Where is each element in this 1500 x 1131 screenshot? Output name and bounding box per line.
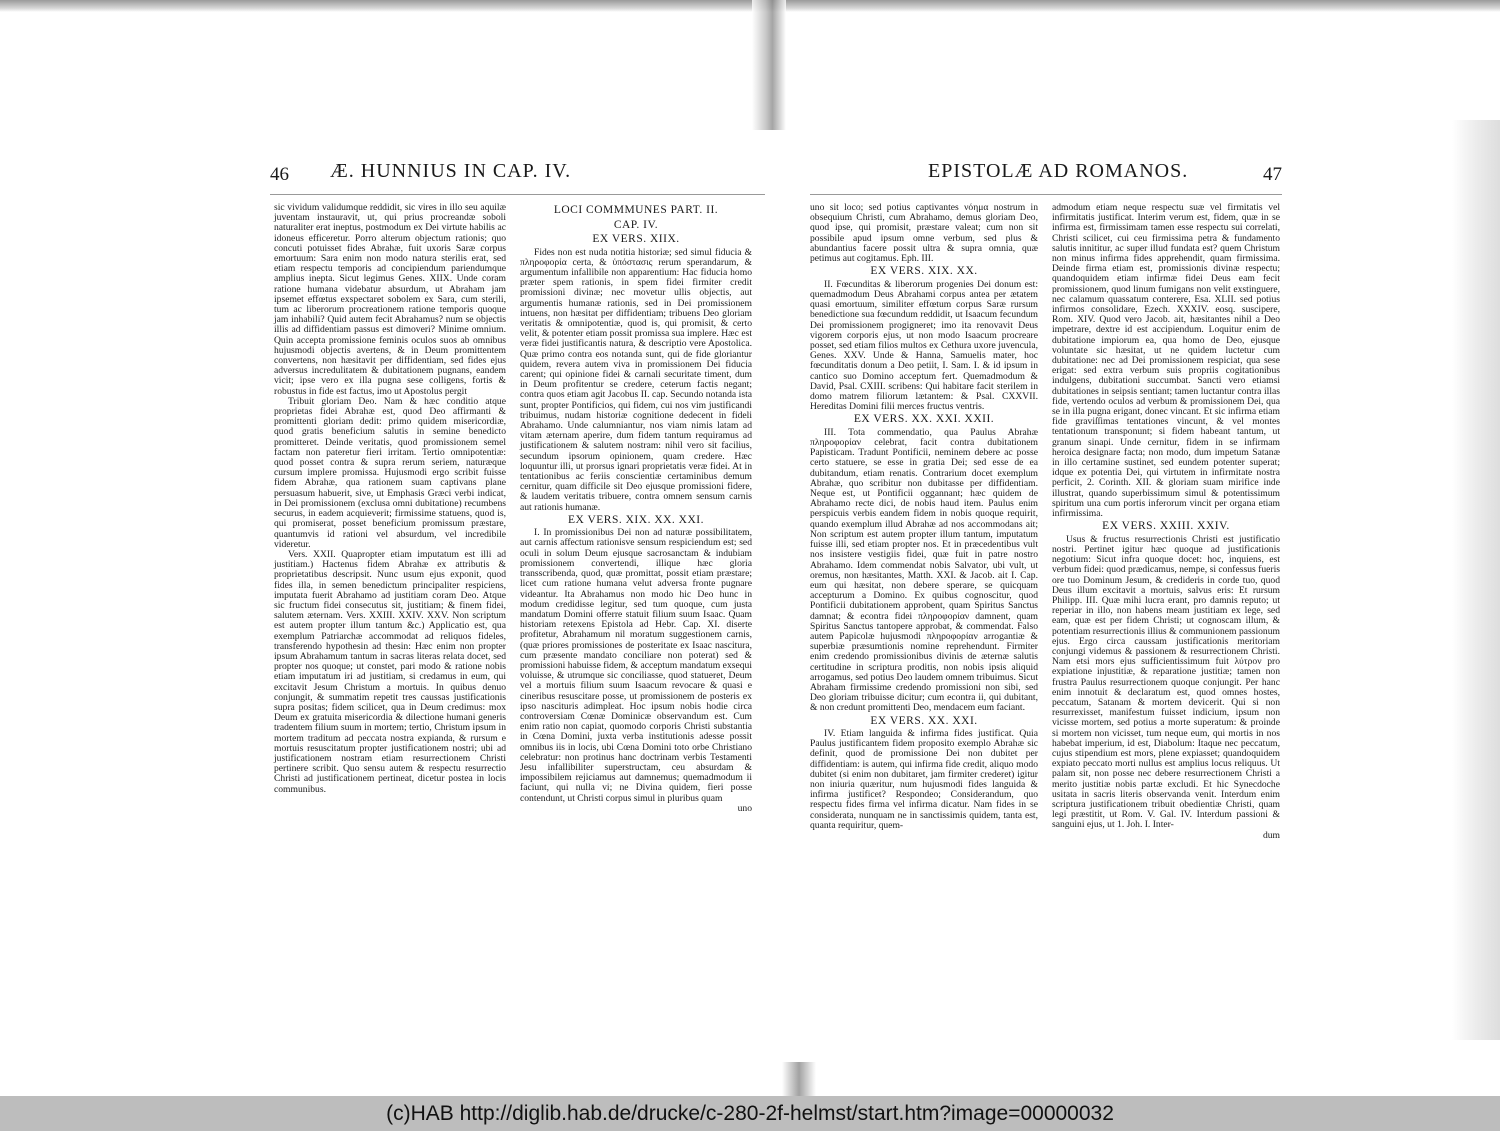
section-heading: EX VERS. XX. XXI. XXII. [853, 413, 995, 426]
page-number: 46 [270, 164, 289, 185]
page-number: 47 [1263, 164, 1282, 185]
paragraph: uno sit loco; sed potius captivantes νόημα nostrum in obsequium Christi, cum Abrahamo, demus gloriam Deo, quod ipse, qui promisit, præstare valeat; cum non sit possibile apud ipsum omne verbum, sed plus & abundantius facere possit ultra & supra omnia, quæ petimus aut cogitamus. Eph. III. [810, 202, 1038, 265]
paragraph: I. In promissionibus Dei non ad naturæ possibilitatem, aut carnis affectum rationisve sensum respiciendum est; sed oculi in solum Deum ejusque sacrosanctam & indubiam promissionem convertendi, illique hæc gloria transscribenda, quod, quæ promittat, possit etiam præstare; licet cum ratione humana velut adversa fronte pugnare videantur. Ita Abrahamus non modo hic Deo hunc in modum credidisse legitur, sed tum quoque, cum justa mandatum Domini offerre statuit filium suum Isaac. Quam historiam retexens Epistola ad Hebr. Cap. XI. diserte profitetur, Abrahamum nil moratum suggestionem carnis, (quæ priores promissiones de posteritate ex Isaac nascitura, cum præsente mandato conciliare non poterat) sed & promissioni habuisse fidem, & acceptum mandatum exsequi voluisse, & utrumque sic conciliasse, quod statueret, Deum vel a mortuis filium suum Isaacum revocare & quasi e cineribus resuscitare posse, ut promissionem de posteris ex ipso nascituris adimpleat. Hoc ipsum nobis hodie circa controversiam Cœnæ Dominicæ observandum est. Cum enim ratio non capiat, quomodo corporis Christi substantia in Cœna Domini, juxta verba institutionis adesse possit omnibus iis in locis, ubi Cœna Domini toto orbe Christiano celebratur: non protinus hanc doctrinam verbis Testamenti Jesu infallibiliter superstructam, ceu absurdam & impossibilem rejiciamus aut damnemus; quemadmodum ii faciunt, qui nulla vi; ne Divina quidem, fieri posse contendunt, ut Christi corpus simul in pluribus quam [520, 527, 752, 804]
paragraph: II. Fœcunditas & liberorum progenies Dei donum est: quemadmodum Deus Abrahami corpus antea per ætatem quasi emortuum, similiter effœtum corpus Saræ rursum benedictione sua fœcundum reddidit, ut Isaacum fecundum Dei promissionem progigneret; imo ita renovavit Deus vigorem corporis ejus, ut non modo Isaacum procreare posset, sed etiam filios multos ex Cethura uxore juvencula, Genes. XXV. Unde & Hanna, Samuelis mater, hoc fœcunditatis donum a Deo petiit, I. Sam. I. & id ipsum in cantico suo Domino acceptum fert. Quemadmodum & David, Psal. CXIII. scribens: Qui habitare facit sterilem in domo matrem filiorum lætantem: & Psal. CXXVII. Hereditas Domini filii merces fructus ventris. [810, 278, 1038, 413]
text-column-2 [520, 203, 752, 814]
paragraph: Fides non est nuda notitia historiæ; sed simul fiducia & πληροφορία certa, & ὑπόστασις rerum sperandarum, & argumentum infallibile non apparentium: Hac fiducia homo præter spem rationis, in spem fidei firmiter credit promissioni divinæ; nec movetur ullis objectis, aut argumentis humanæ rationis, sed in Dei promissionem intuens, non hæsitat per diffidentiam; tribuens Deo gloriam veritatis & omnipotentiæ, quod is, qui promisit, & certo velit, & potenter etiam possit promissa sua implere. Hæc est veræ fidei justificantis natura, & descriptio vere Apostolica. Quæ primo contra eos notanda sunt, qui de fide gloriantur quidem, revera autem viva in promissionem Dei fiducia carent; qui opinione fidei & carnali securitate timent, dum in Deum profitentur se credere, ceterum factis negant; contra quos etiam agit Jacobus II. cap. Secundo notanda ista sunt, propter Pontificios, qui fidem, cui nos vim justificandi tribuimus, nudam historiæ cognitione dedecent in fideli Abrahamo. Unde calumniantur, nos viam nimis latam ad vitam æternam aperire, dum fidem tantum requiramus ad justificationem & salutem nostram: nihil vero sit facilius, secundum ipsorum opinionem, quam credere. Hæc loquuntur illi, ut prorsus ignari proprietatis veræ fidei. At in tentationibus ac feriis conscientiæ certaminibus demum cernitur, quam difficile sit Deo ejusque promissioni fidere, & laudem veritatis tribuere, contra omnem sensum carnis aut rationis humanæ. [520, 246, 752, 513]
section-heading: EX VERS. XXIII. XXIV. [1102, 520, 1230, 533]
paragraph: Vers. XXII. Quapropter etiam imputatum est illi ad justitiam.) Hactenus fidem Abrahæ ex attributis & proprietatibus descripsit. Nunc usum ejus exponit, quod fides illa, in semen benedictum principaliter respiciens, imputata fuerit Abrahamo ad justitiam coram Deo. Atque sic fructum fidei consecutus sit, justitiam; & finem fidei, salutem æternam. Vers. XXIII. XXIV. XXV. Non scriptum est autem propter illum tantum &c.) Applicatio est, qua exemplum Patriarchæ accommodat ad reliquos fideles, transferendo hypothesin ad thesin: Hæc enim non propter ipsum Abrahamum tantum in sacras literas relata docet, sed propter nos quoque; ut constet, pari modo & ratione nobis etiam imputatum iri ad justitiam, si credamus in eum, qui excitavit Jesum Christum a mortuis. In quibus denuo conjungit, & summatim repetit tres caussas justificationis supra positas; fidem scilicet, qua in Deum credimus: mox Deum ex gratuita misericordia & dilectione humani generis tradentem filium suum in mortem; tertio, Christum ipsum in mortem traditum ad peccata nostra expianda, & rursum e mortuis resuscitatum propter justificationem nostri; ubi ad justificationem nostram etiam resurrectionem Christi pertinere scribit. Quo sensu autem & respectu resurrectio Christi ad justificationem pertineat, dicetur postea in locis communibus. [274, 548, 506, 795]
left-page [270, 160, 765, 1060]
paragraph: III. Tota commendatio, qua Paulus Abrahæ πληροφορίαν celebrat, facit contra dubitationem Papisticam. Tradunt Pontificii, neminem debere ac posse certo statuere, se esse in gratia Dei; sed esse de ea dubitandum, etiam renatis. Contrarium docet exemplum Abrahæ, quo scribitur non dubitasse per diffidentiam. Neque est, ut Pontificii oggannant; hæc quidem de Abrahamo recte dici, de nobis haud item. Paulus enim perspicuis verbis eandem fidem in nobis quoque requirit, quando exemplum illud Abrahæ ad nos accommodans ait; Non scriptum est autem propter illum tantum, imputatum fuisse illi, sed etiam propter nos. Et in præcedentibus vult nos insistere vestigiis fidei, quæ fuit in patre nostro Abrahamo. Idem commendat nobis Salvator, ubi vult, ut oremus, non hæsitantes, Matth. XXI. & Jacob. ait I. Cap. eum qui hæsitat, non debere sperare, se quicquam accepturum a Domino. Ex quibus cognoscitur, quod Pontificii dubitationem approbent, quam Spiritus Sanctus damnat; & econtra fidei πληροφορίαν damnent, quam Spiritus Sanctus tantopere approbat, & commendat. Falso autem Papicolæ hujusmodi πληροφορίαν arrogantiæ & superbiæ præsumtionis nomine reprehendunt. Firmiter enim credendo promissionibus divinis de æternæ salutis certitudine in scriptura proditis, non nobis ipsis aliquid arrogamus, sed potius Deo laudem omnem tribuimus. Sicut Abraham firmissime credendo promissioni non sibi, sed Deo gloriam tribuisse dicitur; cum econtra ii, qui dubitant, & non credunt promittenti Deo, mendacem eum faciant. [810, 426, 1038, 714]
scan-top-band [0, 0, 1500, 12]
paragraph: Usus & fructus resurrectionis Christi est justificatio nostri. Pertinet igitur hæc quoque ad justificationis negotium: Sicut infra quoque docet: hoc, inquiens, est verbum fidei: quod prædicamus, nempe, si confessus fueris ore tuo Dominum Jesum, & credideris in corde tuo, quod Deus illum excitavit a mortuis, salvus eris: Et rursum Philipp. III. Quæ mihi lucra erant, pro damnis reputo; ut reperiar in illo, non habens meam justitiam ex lege, sed eam, quæ est per fidem Christi; ut cognoscam illum, & potentiam resurrectionis illius & communionem passionum ejus. Ergo circa caussam justificationis meritoriam conjungi videmus & passionem & resurrectionem Christi. Nam etsi mors ejus sufficientissimum fuit λύτρον pro expiatione injustitiæ, & reparatione justitiæ; tamen non frustra Paulus resurrectionem quoque conjungit. Per hanc enim innotuit & declaratum est, quod omnes hostes, peccatum, Satanam & mortem devicerit. Qui si non resurrexisset, manifestum fuisset indicium, ipsum non vicisse mortem, sed potius a morte superatum: & proinde si mortem non vicisset, tum neque eum, qui mortis in nos habebat imperium, id est, Diabolum: Itaque nec peccatum, cujus stipendium est mors, plene expiasset; quandoquidem expiato peccato morti nullus est amplius locus reliquus. Ut palam sit, non posse nec debere resurrectionem Christi a merito justitiæ nobis partæ excludi. Et hic Synecdoche usitata in sacris literis observanda venit. Interdum enim scriptura justificationem tribuit obedientiæ Christi, quam legi præstitit, ut Rom. V. Gal. IV. Interdum passioni & sanguini ejus, ut 1. Joh. I. Inter- [1052, 533, 1280, 831]
text-column-2 [1052, 203, 1280, 841]
catchword: uno [737, 802, 752, 814]
page-edge-shadow [1452, 120, 1500, 1040]
section-heading: EX VERS. XIX. XX. [870, 265, 978, 278]
section-heading: CAP. IV. [613, 218, 659, 231]
paragraph: sic vividum validumque reddidit, sic vires in illo seu aquilæ juventam instauravit, ut, qui prius procreandæ soboli naturaliter erat ineptus, postmodum ex Dei virtute habilis ac idoneus efficeretur. Porro alterum objectum rationis; quo concuti potuisset fides Abrahæ, fuit uxoris Saræ corpus emortuum: Sara enim non modo natura sterilis erat, sed etiam respectu temporis ad concipiendum pariendumque amplius inepta. Sicut legimus Genes. XIIX. Unde coram ratione humana videbatur absurdum, ut Abraham jam ipsemet effœtus exspectaret sobolem ex Sara, cum sterili, tum ac liberorum procreationem ratione temporis quoque jam inhabili? Quid autem fecit Abrahamus? num se objectis illis ad diffidentiam passus est dimoveri? Minime omnium. Quin accepta promissione feminis oculos suos ab omnibus hujusmodi objectis avertens, & in Deum promittentem convertens, non hæsitavit per diffidentiam, sed fides ejus adversus incredulitatem & dubitationem pugnans, eandem vicit; ipse vero ex illa pugna sese colligens, fortis & robustus in fide est factus, imo ut Apostolus pergit [274, 202, 506, 397]
text-column-1 [810, 203, 1038, 831]
running-head-left [270, 160, 765, 195]
book-fold-shadow-bottom [782, 1062, 816, 1096]
catchword: dum [1262, 829, 1280, 841]
section-heading: EX VERS. XX. XXI. [870, 714, 978, 727]
paragraph: admodum etiam neque respectu suæ vel firmitatis vel infirmitatis justificat. Interim verum est, fidem, quæ in se infirma est, firmissimam tamen esse respectu sui correlati, Christi scilicet, cui ceu firmissima petra & fundamento salutis innititur, ac super illud fundata est? quem Christum non minus infirma fides apprehendit, quam firmissima. Deinde firma etiam est, promissionis divinæ respectu; quandoquidem etiam infirmæ fidei Deus eam fecit promissionem, quod linum fumigans non velit exstinguere, nec calamum quassatum conterere, Esa. XLII. sed potius infirmos consolidare, Ezech. XXXIV. eosq. suscipere, Rom. XIV. Quod vero Jacob. ait, hæsitantes nihil a Deo impetrare, dextre id est accipiendum. Loquitur enim de dubitatione impiorum ea, qua homo de Deo, ejusque voluntate sic hæsitat, ut ne quidem luctetur cum dubitatione: nec ad Dei promissionem respiciat, qua sese erigat: sed extra verbum suis propriis cogitationibus indulgens, dubitationi succumbat. Sancti vero etiamsi dubitationes in seipsis sentiant; tamen luctantur contra illas fide, vertendo oculos ad verbum & promissionem Dei, qua se in illa pugna erigant, donec vincant. Et sic infirma etiam fide graviſſimas tentationes vincunt, & vel montes tentationum transponunt; si fidem habeant tantum, ut granum sinapi. Unde cernitur, fidem in se infirmam heroica designare facta; non modo, dum impetum Satanæ in illo certamine sustinet, sed eundem potenter superat; idque ex potentia Dei, qui virtutem in infirmitate nostra perficit, 2. Corinth. XII. & gloriam suam mirifice inde illustrat, quando superbissimum simul & potentissimum spiritum una cum portis inferorum vincit per organa etiam infirmissima. [1052, 202, 1280, 520]
right-page [810, 160, 1282, 1040]
section-heading: EX VERS. XIIX. [592, 233, 680, 245]
section-heading: LOCI COMMMUNES PART. II. [553, 204, 719, 216]
section-heading: EX VERS. XIX. XX. XXI. [567, 513, 704, 526]
book-fold-shadow [752, 0, 786, 130]
copyright-footer: (c)HAB http://diglib.hab.de/drucke/c-280-2f-helmst/start.htm?image=00000032 [0, 1096, 1500, 1131]
running-title: Æ. HUNNIUS IN CAP. IV. [330, 160, 572, 182]
running-head-right [810, 160, 1282, 195]
paragraph: Tribuit gloriam Deo. Nam & hæc conditio atque proprietas fidei Abrahæ est, quod Deo affirmanti & promittenti gloriam dedit: primo quidem misericordiæ, quod gratis beneficium salutis in semine benedicto promitteret. Deinde veritatis, quod promissionem semel factam non pateretur fieri irritam. Tertio omnipotentiæ: quod posset contra & supra rerum seriem, naturæque cursum implere promissa. Hujusmodi ergo scribit fuisse fidem Abrahæ, qua rationem suam captivans plane persuasum habuerit, sive, ut Emphasis Græci verbi indicat, in Dei promissionem (exclusa omni dubitatione) recumbens securus, in eadem acquieverit; firmissime statuens, quod is, qui promiserat, posset beneficium promissum præstare, quantumvis id rationi vel absurdum, vel incredibile videretur. [274, 395, 506, 550]
running-title: EPISTOLÆ AD ROMANOS. [928, 160, 1189, 182]
text-column-1 [274, 203, 506, 795]
paragraph: IV. Etiam languida & infirma fides justificat. Quia Paulus justificantem fidem proposito exemplo Abrahæ sic definit, quod de promissione Dei non dubitet per diffidentiam: is autem, qui infirma fide credit, aliquo modo dubitet (si enim non dubitaret, jam firmiter crederet) igitur non iniuria quæritur, num hujusmodi fides languida & infirma justificet? Respondeo; Considerandum, quo respectu fides firma vel infirma dicatur. Nam fides in se considerata, nunquam ne in sanctissimis quidem, tanta est, quanta requiritur, quem- [810, 728, 1038, 831]
